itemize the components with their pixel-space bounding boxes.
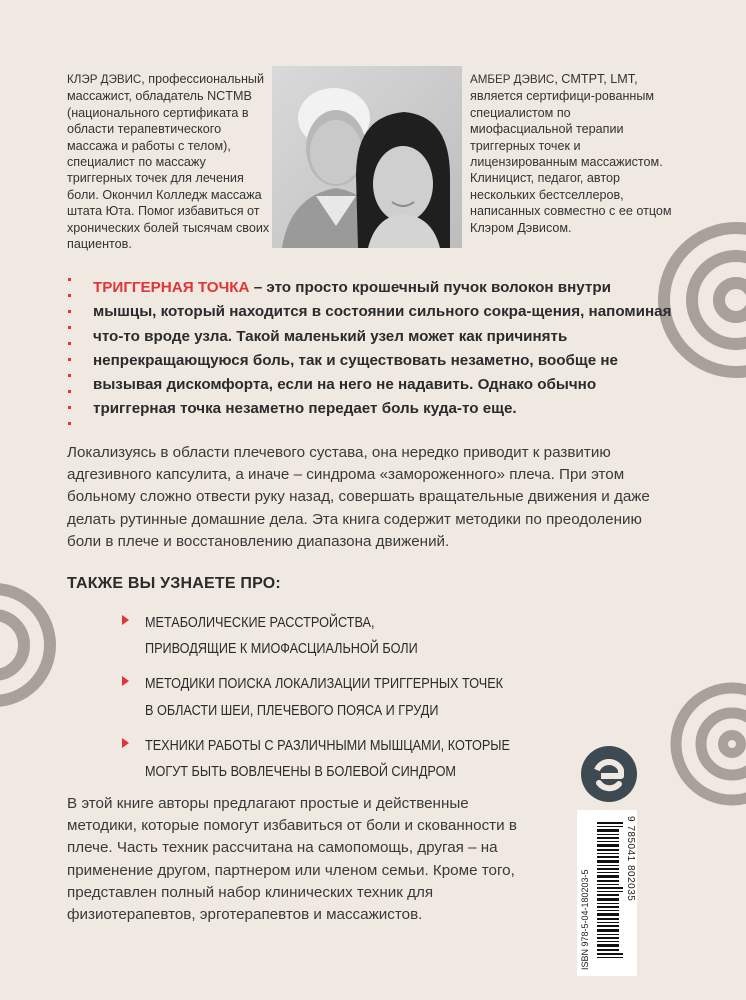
list-item-line: МЕТОДИКИ ПОИСКА ЛОКАЛИЗАЦИИ ТРИГГЕРНЫХ ТОЧЕК — [145, 676, 504, 693]
decorative-circles-left — [0, 560, 56, 730]
list-item-line: ТЕХНИКИ РАБОТЫ С РАЗЛИЧНЫМИ МЫШЦАМИ, КОТОРЫЕ — [145, 737, 510, 754]
list-item-line: В ОБЛАСТИ ШЕИ, ПЛЕЧЕВОГО ПОЯСА И ГРУДИ — [145, 702, 439, 719]
author-name-claire: КЛЭР ДЭВИС — [67, 73, 142, 86]
list-item — [122, 610, 642, 662]
eksmo-logo-icon — [581, 746, 637, 802]
list-item-line: ПРИВОДЯЩИЕ К МИОФАСЦИАЛЬНОЙ БОЛИ — [145, 641, 418, 658]
ean-number: 9 785041 802035 — [625, 816, 636, 902]
dotted-rule — [67, 278, 73, 428]
decorative-circles-right — [664, 676, 746, 812]
body-paragraph-2: В этой книге авторы предлагают простые и действенные методики, которые помогут избавиться от боли и скованности в плече. Часть техник рассчитана на самопомощь, другая – на применение другом, партнером или членом семьи. Кроме того, представлен полный набор клинических техник для физиотерапевтов, эрготерапевтов и массажистов. — [67, 795, 517, 924]
list-item-line: МЕТАБОЛИЧЕСКИЕ РАССТРОЙСТВА, — [145, 615, 375, 631]
list-item-line: МОГУТ БЫТЬ ВОВЛЕЧЕНЫ В БОЛЕВОЙ СИНДРОМ — [145, 764, 456, 781]
list-item — [122, 733, 642, 785]
body-paragraph-1: Локализуясь в области плечевого сустава, она нередко приводит к развитию адгезивного капсулита, а иначе – синдрома «замороженного» плеча. При этом больному сложно отвести руку назад, совершать вращательные движения и даже делать рутинные домашние дела. Эта книга содержит методики по преодолению боли в плече и восстановлению диапазона движений. — [67, 444, 650, 550]
definition-text: – это просто крошечный пучок волокон внутри мышцы, который находится в состоянии сильного сокра-щения, напоминая что-то вроде узла. Такой маленький узел может как причинять непрекращающуюся боль, так и существовать незаметно, вообще не вызывая дискомфорта, если на него не надавить. Однако обычно триггерная точка незаметно передает боль куда-то еще. — [93, 279, 672, 418]
isbn-number: ISBN 978-5-04-180203-5 — [580, 869, 590, 970]
author-bio-claire-text: , профессиональный массажист, обладатель NCTMB (национального сертификата в области терапевтического массажа и работы с телом), специалист по массажу триггерных точек для лечения боли. Окончил Колледж массажа штата Юта. Помог избавиться от хронических болей тысячам своих пациентов. — [67, 72, 270, 252]
highlight-term: ТРИГГЕРНАЯ ТОЧКА — [93, 279, 250, 296]
trigger-point-definition — [93, 276, 673, 422]
author-name-amber: АМБЕР ДЭВИС — [470, 73, 555, 86]
authors-photo — [272, 66, 462, 248]
triangle-bullet-icon — [122, 676, 129, 686]
barcode — [577, 810, 637, 976]
author-bio-amber-text: , CMTPT, LMT, является сертифици-рованным специалистом по миофасциальной терапии триггерных точек и лицензированным массажистом. Клиницист, педагог, автор нескольких бестселлеров, написанных совместно с ее отцом Клэром Дэвисом. — [470, 72, 672, 235]
triangle-bullet-icon — [122, 615, 129, 625]
list-item — [122, 671, 642, 723]
author-bio-claire — [67, 71, 272, 252]
author-bio-amber — [470, 71, 675, 236]
section-heading: ТАКЖЕ ВЫ УЗНАЕТЕ ПРО: — [67, 575, 281, 592]
triangle-bullet-icon — [122, 738, 129, 748]
feature-list — [122, 610, 642, 794]
